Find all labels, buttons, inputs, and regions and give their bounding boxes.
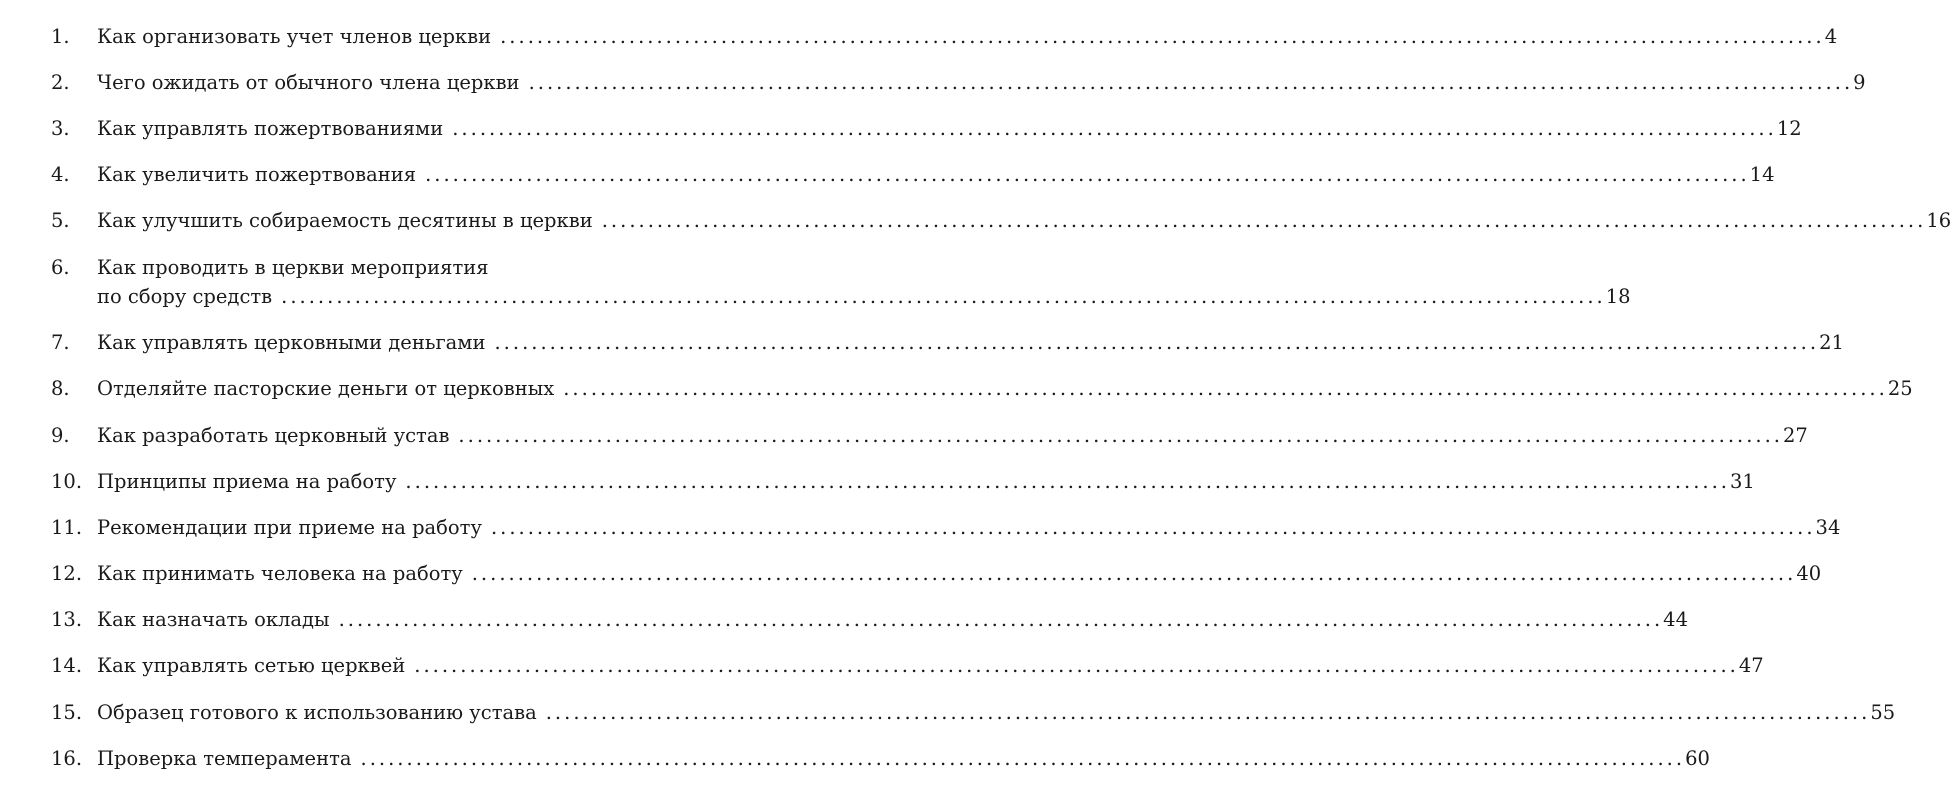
toc-entry-number: 2. [51, 71, 70, 94]
toc-entry-title: Чего ожидать от обычного члена церкви [97, 71, 520, 94]
toc-entry-number: 4. [51, 163, 70, 186]
toc-dot-leader: ................................................................................................................................................ [405, 470, 1731, 493]
toc-entry-number: 16. [51, 747, 83, 770]
toc-entry-title-line-2: по сбору средств [97, 285, 273, 308]
toc-entry-title: Принципы приема на работу [97, 470, 397, 493]
toc-entry-number: 8. [51, 377, 70, 400]
toc-entry-page: 40 [1796, 562, 1822, 585]
toc-entry-number: 1. [51, 25, 70, 48]
toc-dot-leader: ................................................................................................................................................ [500, 25, 1825, 48]
toc-dot-leader: ................................................................................................................................................ [528, 71, 1854, 94]
toc-entry-title: Как принимать человека на работу [97, 562, 463, 585]
toc-entry-title: Проверка темперамента [97, 747, 352, 770]
toc-entry-page: 55 [1870, 701, 1896, 724]
toc-entry-title: Как увеличить пожертвования [97, 163, 417, 186]
toc-entry-title: Как управлять сетью церквей [97, 654, 406, 677]
toc-entry-title-line-1: Как проводить в церкви мероприятия [97, 256, 489, 279]
toc-entry-number: 15. [51, 701, 83, 724]
toc-entry-page: 9 [1853, 71, 1866, 94]
toc-dot-leader: ................................................................................................................................................ [425, 163, 1750, 186]
toc-entry-number: 10. [51, 470, 83, 493]
toc-entry-page: 16 [1926, 209, 1951, 232]
toc-entry-page: 21 [1819, 331, 1844, 354]
toc-entry-number: 14. [51, 654, 83, 677]
toc-dot-leader: ................................................................................................................................................ [545, 701, 1871, 724]
toc-entry-title: Как назначать оклады [97, 608, 330, 631]
toc-dot-leader: ................................................................................................................................................ [563, 377, 1888, 400]
toc-entry-number: 7. [51, 331, 70, 354]
toc-entry-title: Отделяйте пасторские деньги от церковных [97, 377, 555, 400]
toc-entry-title: Как разработать церковный устав [97, 424, 450, 447]
toc-entry-page: 47 [1738, 654, 1764, 677]
toc-entry-number: 13. [51, 608, 83, 631]
toc-dot-leader: ................................................................................................................................................ [360, 747, 1686, 770]
toc-dot-leader: ................................................................................................................................................ [452, 117, 1777, 140]
toc-entry-number: 5. [51, 209, 70, 232]
toc-dot-leader: ................................................................................................................................................ [414, 654, 1739, 677]
toc-dot-leader: ................................................................................................................................................ [494, 331, 1820, 354]
toc-entry-title: Как управлять пожертвованиями [97, 117, 444, 140]
toc-entry-page: 60 [1685, 747, 1710, 770]
toc-entry-page: 44 [1663, 608, 1688, 631]
toc-entry-page: 34 [1815, 516, 1841, 539]
toc-entry-number: 11. [51, 516, 83, 539]
toc-entry-page: 4 [1824, 25, 1838, 48]
toc-entry-title: Как управлять церковными деньгами [97, 331, 486, 354]
toc-dot-leader: ................................................................................................................................................ [338, 608, 1664, 631]
toc-entry-number: 9. [51, 424, 70, 447]
toc-dot-leader: ................................................................................................................................................ [601, 209, 1927, 232]
toc-entry-page: 31 [1730, 470, 1755, 493]
toc-entry-page: 12 [1776, 117, 1802, 140]
toc-entry-title: Рекомендации при приеме на работу [97, 516, 482, 539]
toc-dot-leader: ................................................................................................................................................ [281, 285, 1606, 308]
toc-entry-title: Образец готового к использованию устава [97, 701, 537, 724]
toc-entry-page: 14 [1749, 163, 1775, 186]
toc-dot-leader: ................................................................................................................................................ [490, 516, 1816, 539]
toc-entry-number: 12. [51, 562, 83, 585]
toc-dot-leader: ................................................................................................................................................ [471, 562, 1797, 585]
toc-entry-page: 18 [1605, 285, 1631, 308]
toc-entry-page: 27 [1783, 424, 1808, 447]
toc-entry-number: 3. [51, 117, 70, 140]
toc-entry-title: Как улучшить собираемость десятины в церкви [97, 209, 593, 232]
toc-entry-number: 6. [51, 256, 70, 279]
toc-entry-page: 25 [1887, 377, 1913, 400]
toc-entry-title: Как организовать учет членов церкви [97, 25, 492, 48]
toc-dot-leader: ................................................................................................................................................ [458, 424, 1784, 447]
